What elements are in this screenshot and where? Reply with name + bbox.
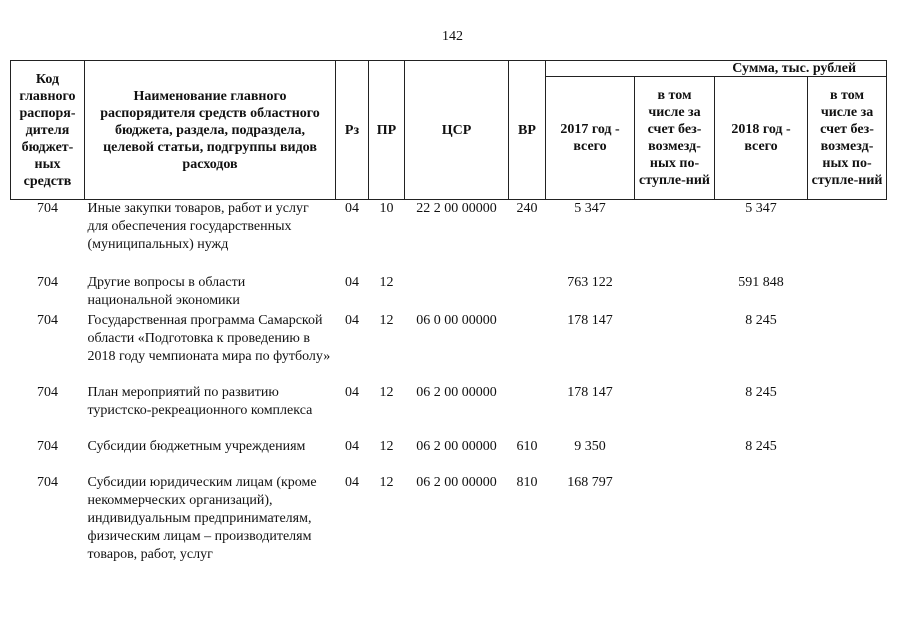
cell-free-2017 xyxy=(635,474,715,582)
cell-pr: 12 xyxy=(379,475,394,490)
cell-pr: 10 xyxy=(379,201,394,216)
cell-vr xyxy=(509,274,546,312)
cell-rz: 04 xyxy=(345,201,359,216)
cell-pr: 12 xyxy=(379,313,394,328)
header-free-2017: в том числе за счет без-возмезд-ных по-ступле-ний xyxy=(635,77,715,200)
cell-vr xyxy=(509,384,546,438)
header-csr: ЦСР xyxy=(405,61,509,200)
cell-sum-2017: 178 147 xyxy=(567,385,613,400)
cell-csr: 06 2 00 00000 xyxy=(416,439,497,454)
cell-free-2018 xyxy=(808,200,887,275)
cell-pr: 12 xyxy=(379,439,394,454)
cell-free-2018 xyxy=(808,384,887,438)
cell-name: Государственная программа Самарской области «Подготовка к проведению в 2018 году чемпионата мира по футболу» xyxy=(87,313,331,364)
cell-csr: 06 0 00 00000 xyxy=(416,313,497,328)
cell-name: Субсидии юридическим лицам (кроме некоммерческих организаций), индивидуальным предпринимателям, физическим лицам – производителям товаров, работ, услуг xyxy=(87,475,317,562)
cell-sum-2017: 168 797 xyxy=(567,475,613,490)
cell-rz: 04 xyxy=(345,385,359,400)
cell-name: Другие вопросы в области национальной экономики xyxy=(87,275,246,308)
cell-rz: 04 xyxy=(345,275,359,290)
cell-sum-2017: 5 347 xyxy=(574,201,606,216)
header-sum-group: Сумма, тыс. рублей xyxy=(546,61,887,77)
cell-sum-2018: 5 347 xyxy=(745,201,777,216)
table-row xyxy=(11,474,887,582)
page-number: 142 xyxy=(442,29,463,44)
cell-pr: 12 xyxy=(379,275,394,290)
cell-name: Иные закупки товаров, работ и услуг для обеспечения государственных (муниципальных) нужд xyxy=(87,201,309,252)
cell-sum-2017: 9 350 xyxy=(574,439,606,454)
cell-vr: 610 xyxy=(516,439,538,454)
cell-rz: 04 xyxy=(345,313,359,328)
cell-free-2017 xyxy=(635,438,715,474)
cell-vr: 810 xyxy=(516,475,538,490)
cell-csr: 06 2 00 00000 xyxy=(416,385,497,400)
cell-rz: 04 xyxy=(345,475,359,490)
cell-csr: 22 2 00 00000 xyxy=(416,201,497,216)
cell-rz: 04 xyxy=(345,439,359,454)
cell-csr xyxy=(405,274,509,312)
cell-free-2017 xyxy=(635,384,715,438)
cell-sum-2018: 8 245 xyxy=(745,313,777,328)
cell-free-2017 xyxy=(635,274,715,312)
table-row xyxy=(11,200,887,275)
cell-free-2018 xyxy=(808,474,887,582)
cell-free-2018 xyxy=(808,274,887,312)
cell-free-2018 xyxy=(808,438,887,474)
cell-free-2017 xyxy=(635,200,715,275)
cell-sum-2018: 8 245 xyxy=(745,385,777,400)
budget-table xyxy=(10,60,887,582)
cell-pr: 12 xyxy=(379,385,394,400)
table-row xyxy=(11,438,887,474)
cell-code: 704 xyxy=(37,313,58,328)
table-row xyxy=(11,384,887,438)
header-rz: Рз xyxy=(336,61,369,200)
table-row xyxy=(11,312,887,384)
cell-vr xyxy=(509,312,546,384)
cell-code: 704 xyxy=(37,475,58,490)
header-name: Наименование главного распорядителя средств областного бюджета, раздела, подраздела, целевой статьи, подгруппы видов расходов xyxy=(85,61,336,200)
cell-vr: 240 xyxy=(516,201,538,216)
cell-code: 704 xyxy=(37,385,58,400)
cell-free-2017 xyxy=(635,312,715,384)
cell-free-2018 xyxy=(808,312,887,384)
cell-sum-2018 xyxy=(715,474,808,582)
header-sum-2018: 2018 год - всего xyxy=(715,77,808,200)
header-free-2018: в том числе за счет без-возмезд-ных по-ступле-ний xyxy=(808,77,887,200)
cell-sum-2018: 8 245 xyxy=(745,439,777,454)
cell-sum-2018: 591 848 xyxy=(738,275,784,290)
cell-name: Субсидии бюджетным учреждениям xyxy=(87,439,306,454)
header-vr: ВР xyxy=(509,61,546,200)
cell-code: 704 xyxy=(37,275,58,290)
cell-sum-2017: 178 147 xyxy=(567,313,613,328)
cell-code: 704 xyxy=(37,201,58,216)
header-code: Код главного распоря-дителя бюджет-ных средств xyxy=(11,61,85,200)
cell-sum-2017: 763 122 xyxy=(567,275,613,290)
cell-csr: 06 2 00 00000 xyxy=(416,475,497,490)
table-row xyxy=(11,274,887,312)
cell-code: 704 xyxy=(37,439,58,454)
header-pr: ПР xyxy=(369,61,405,200)
cell-name: План мероприятий по развитию туристско-рекреационного комплекса xyxy=(87,385,313,418)
header-sum-2017: 2017 год - всего xyxy=(546,77,635,200)
